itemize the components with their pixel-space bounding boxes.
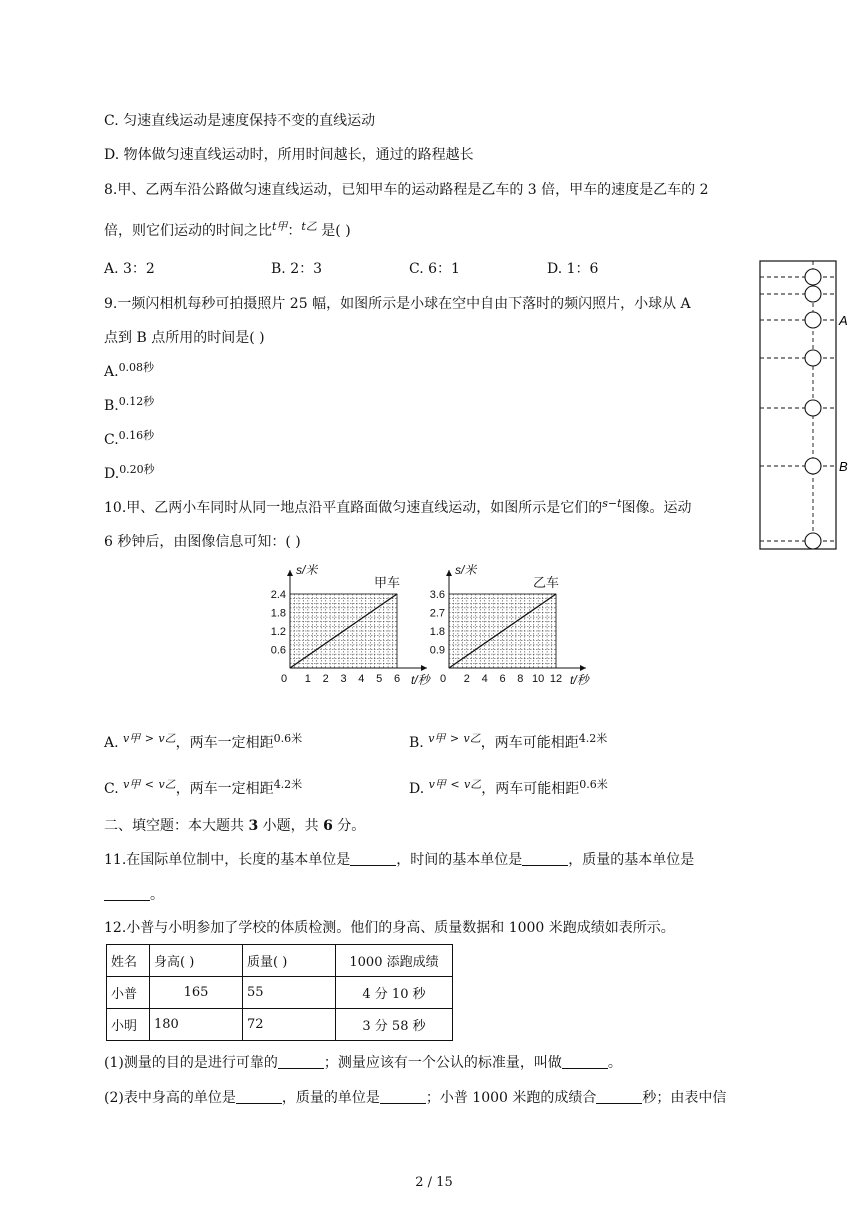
y-axis-arrow [287,570,293,576]
ratio-colon: ： [287,223,302,239]
q9-stem-line1: 9.一频闪相机每秒可拍摄照片 25 幅，如图所示是小球在空中自由下落时的频闪照片，小球从 A [104,296,691,312]
q8-stem-line2 [104,222,351,241]
t-jia: t甲 [272,220,288,233]
q8-stem-end: 是( ) [316,223,351,239]
header-name: 姓名 [107,945,150,977]
y-tick-label: 3.6 [429,589,445,601]
page-number: 2 / 15 [415,1175,453,1190]
x-tick-label: 4 [358,673,365,685]
strobe-photo-figure [756,257,852,553]
y-tick-label: 1.8 [429,626,445,638]
q10-option-d: D. $^{v甲}$ < $^{v乙}$，两车可能相距$^{0.6米}$ [409,778,608,797]
y-tick-label: 1.8 [270,607,286,620]
blank-standard[interactable] [562,1054,608,1069]
section-2-heading: 二、填空题：本大题共 3 小题，共 6 分。 [104,818,366,834]
label-a: A [839,313,848,328]
table-row: 小明 180 72 3 分 58 秒 [107,1009,453,1041]
fitness-table [106,944,453,1041]
chart-title: 乙车 [532,575,560,590]
label-b: B [839,459,848,474]
header-height: 身高( ) [150,945,243,977]
q11-line2: 。 [104,886,164,904]
table-row: 小普 165 55 4 分 10 秒 [107,977,453,1009]
q10-option-b: B. $^{v甲}$ > $^{v乙}$，两车可能相距$^{4.2米}$ [409,732,608,751]
ball-b [805,458,821,474]
x-axis-label: t/秒 [411,673,430,687]
q12-intro: 12.小普与小明参加了学校的体质检测。他们的身高、质量数据和 1000 米跑成绩如表所示。 [104,920,675,936]
chart-yi [427,560,607,692]
ball-7 [805,533,821,549]
q9-option-a: A.$^{0.08秒}$ [104,361,155,380]
x-tick-label: 4 [481,673,488,685]
q9-stem-line2: 点到 B 点所用的时间是( ) [104,330,265,346]
q12-sub2: (2)表中身高的单位是 ，质量的单位是 ；小普 1000 米跑的成绩合 秒；由表中信 [104,1090,727,1106]
y-axis-arrow [446,570,452,576]
blank-purpose[interactable] [278,1054,324,1069]
q8-option-a: A. 3：2 [104,261,155,277]
q12-sub1: (1)测量的目的是进行可靠的 ；测量应该有一个公认的标准量，叫做 。 [104,1055,622,1071]
q10-option-c: C. $^{v甲}$ < $^{v乙}$，两车一定相距$^{4.2米}$ [104,778,303,797]
s-t-label: s−t [602,497,622,510]
x-tick-label: 8 [517,673,524,685]
y-tick-label: 0.9 [429,644,445,657]
q8-option-b: B. 2：3 [271,261,323,277]
q8-option-d: D. 1：6 [547,261,599,277]
y-tick-label: 0.6 [270,644,286,657]
chart-jia [268,560,448,692]
header-mass: 质量( ) [243,945,336,977]
header-run: 1000 添跑成绩 [336,945,453,977]
chart-title: 甲车 [373,575,401,590]
q7-option-d: D. 物体做匀速直线运动时，所用时间越长，通过的路程越长 [104,147,474,163]
blank-mass-unit[interactable] [104,886,150,901]
ball-a [805,312,821,328]
x-tick-label: 2 [463,673,470,685]
q9-option-d: D.$^{0.20秒}$ [104,463,155,482]
x-axis-label: t/秒 [570,673,589,687]
q7-option-c: C. 匀速直线运动是速度保持不变的直线运动 [104,113,376,129]
y-tick-label: 2.7 [429,607,445,620]
x-axis-arrow [580,665,586,671]
q11-line1: 11.在国际单位制中，长度的基本单位是 ，时间的基本单位是 ，质量的基本单位是 [104,852,695,868]
y-tick-label: 2.4 [270,589,286,601]
x-tick-label: 5 [376,673,383,685]
q8-stem-text: 倍，则它们运动的时间之比 [104,223,272,239]
x-tick-label: 6 [499,673,506,685]
x-tick-label: 0 [280,673,288,685]
x-tick-label: 0 [439,673,447,685]
ball-1 [805,269,821,285]
y-axis-label: s/米 [296,563,318,577]
blank-mass-unit-2[interactable] [380,1089,426,1104]
q10-stem-line2: 6 秒钟后，由图像信息可知：( ) [104,534,301,550]
y-axis-label: s/米 [455,563,477,577]
x-tick-label: 10 [532,673,545,685]
table-header-row [107,945,453,977]
q9-option-c: C.$^{0.16秒}$ [104,429,155,448]
ball-5 [805,400,821,416]
x-tick-label: 2 [322,673,329,685]
x-tick-label: 12 [549,673,563,685]
x-tick-label: 3 [340,673,347,685]
q8-stem-line1: 8.甲、乙两车沿公路做匀速直线运动，已知甲车的运动路程是乙车的 3 倍，甲车的速度是乙车的 2 [104,182,709,198]
x-tick-label: 1 [304,673,311,685]
ball-4 [805,350,821,366]
t-yi: t乙 [301,220,317,233]
y-tick-label: 1.2 [270,626,286,638]
q9-option-b: B.$^{0.12秒}$ [104,395,155,414]
blank-height-unit[interactable] [236,1089,282,1104]
blank-time-unit[interactable] [522,851,568,866]
x-tick-label: 6 [393,673,401,685]
blank-length-unit[interactable] [350,851,396,866]
q10-stem-line1: 10.甲、乙两小车同时从同一地点沿平直路面做匀速直线运动，如图所示是它们的$^{s-t}$图像。运动 [104,497,692,516]
blank-seconds[interactable] [596,1089,642,1104]
q10-option-a: A. $^{v甲}$ > $^{v乙}$，两车一定相距$^{0.6米}$ [104,732,303,751]
q8-option-c: C. 6：1 [409,261,460,277]
ball-2 [805,286,821,302]
